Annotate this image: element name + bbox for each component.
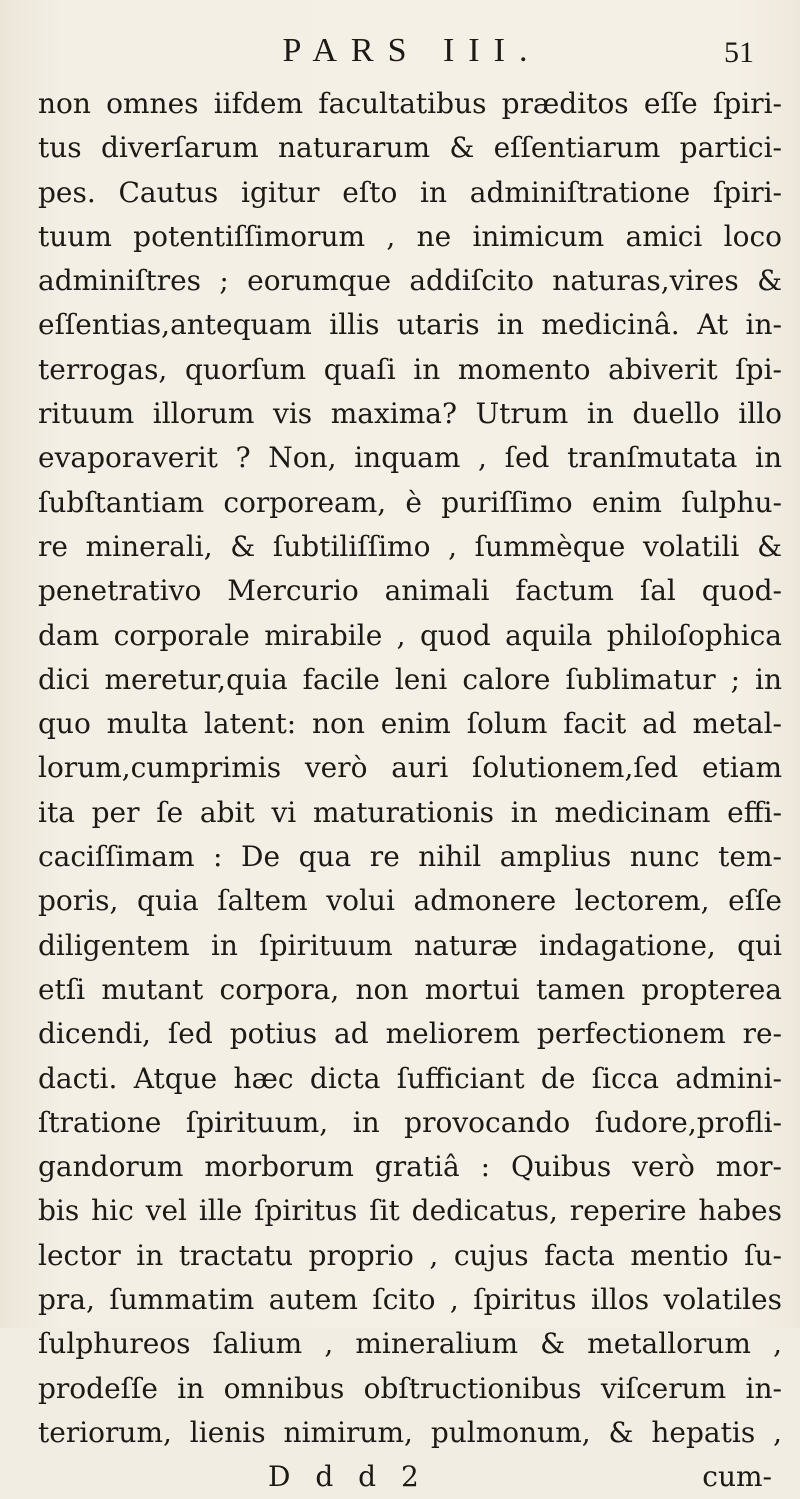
- text-line: non omnes iifdem facultatibus præditos eſſe ſpiri-: [38, 87, 782, 120]
- text-line: lorum,cumprimis verò auri ſolutionem,ſed etiam: [38, 751, 782, 785]
- text-line: prodeſſe in omnibus obſtructionibus viſcerum in-: [38, 1371, 782, 1405]
- text-line: terrogas, quorſum quaſi in momento abiverit ſpi-: [38, 352, 782, 386]
- text-line: tus diverſarum naturarum & eſſentiarum partici-: [38, 131, 782, 165]
- text-line: pes. Cautus igitur eſto in adminiſtratione ſpiri-: [38, 175, 782, 209]
- text-line: evaporaverit ? Non, inquam , ſed tranſmutata in: [38, 441, 782, 475]
- text-line: dam corporale mirabile , quod aquila philoſophica: [38, 618, 782, 652]
- text-line: rituum illorum vis maxima? Utrum in duello illo: [38, 397, 782, 431]
- running-head-title: PARS III.: [282, 32, 542, 69]
- catchword: cum-: [702, 1460, 772, 1494]
- text-line: tuum potentiſſimorum , ne inimicum amici loco: [38, 219, 782, 253]
- text-line: dacti. Atque hæc dicta ſufficiant de ſicca admini-: [38, 1061, 782, 1095]
- footer-line: [38, 1455, 782, 1499]
- text-line: dicendi, ſed potius ad meliorem perfectionem re-: [38, 1017, 782, 1051]
- body-text: [38, 82, 782, 1499]
- text-line: eſſentias,antequam illis utaris in medicinâ. At in-: [38, 308, 782, 342]
- text-line: bis hic vel ille ſpiritus ſit dedicatus, reperire habes: [38, 1194, 782, 1228]
- text-line: ſtratione ſpirituum, in provocando ſudore,profli-: [38, 1105, 782, 1139]
- text-lines: [38, 82, 782, 1455]
- text-line: quo multa latent: non enim ſolum facit ad metal-: [38, 707, 782, 741]
- text-line: caciſſimam : De qua re nihil amplius nunc tem-: [38, 840, 782, 874]
- text-line: dici meretur,quia facile leni calore ſublimatur ; in: [38, 662, 782, 696]
- text-line: ſulphureos ſalium , mineralium & metallorum ,: [38, 1327, 782, 1361]
- text-line: pra, ſummatim autem ſcito , ſpiritus illos volatiles: [38, 1283, 782, 1317]
- text-line: gandorum morborum gratiâ : Quibus verò mor-: [38, 1150, 782, 1184]
- text-line: diligentem in ſpirituum naturæ indagatione, qui: [38, 928, 782, 962]
- text-line: ſubſtantiam corpoream, è puriſſimo enim ſulphu-: [38, 485, 782, 519]
- text-line: penetrativo Mercurio animali factum ſal quod-: [38, 574, 782, 608]
- text-line: ita per ſe abit vi maturationis in medicinam effi-: [38, 795, 782, 829]
- text-line: re minerali, & ſubtiliſſimo , ſummèque volatili &: [38, 529, 782, 563]
- text-line: teriorum, lienis nimirum, pulmonum, & hepatis ,: [38, 1415, 782, 1449]
- signature-mark: D d d 2: [268, 1460, 427, 1494]
- text-line: poris, quia ſaltem volui admonere lectorem, eſſe: [38, 884, 782, 918]
- running-head: [60, 28, 764, 78]
- text-line: lector in tractatu proprio , cujus facta mentio ſu-: [38, 1238, 782, 1272]
- page-number: 51: [724, 36, 754, 69]
- text-line: adminiſtres ; eorumque addiſcito naturas,vires &: [38, 264, 782, 298]
- text-line: etſi mutant corpora, non mortui tamen propterea: [38, 972, 782, 1006]
